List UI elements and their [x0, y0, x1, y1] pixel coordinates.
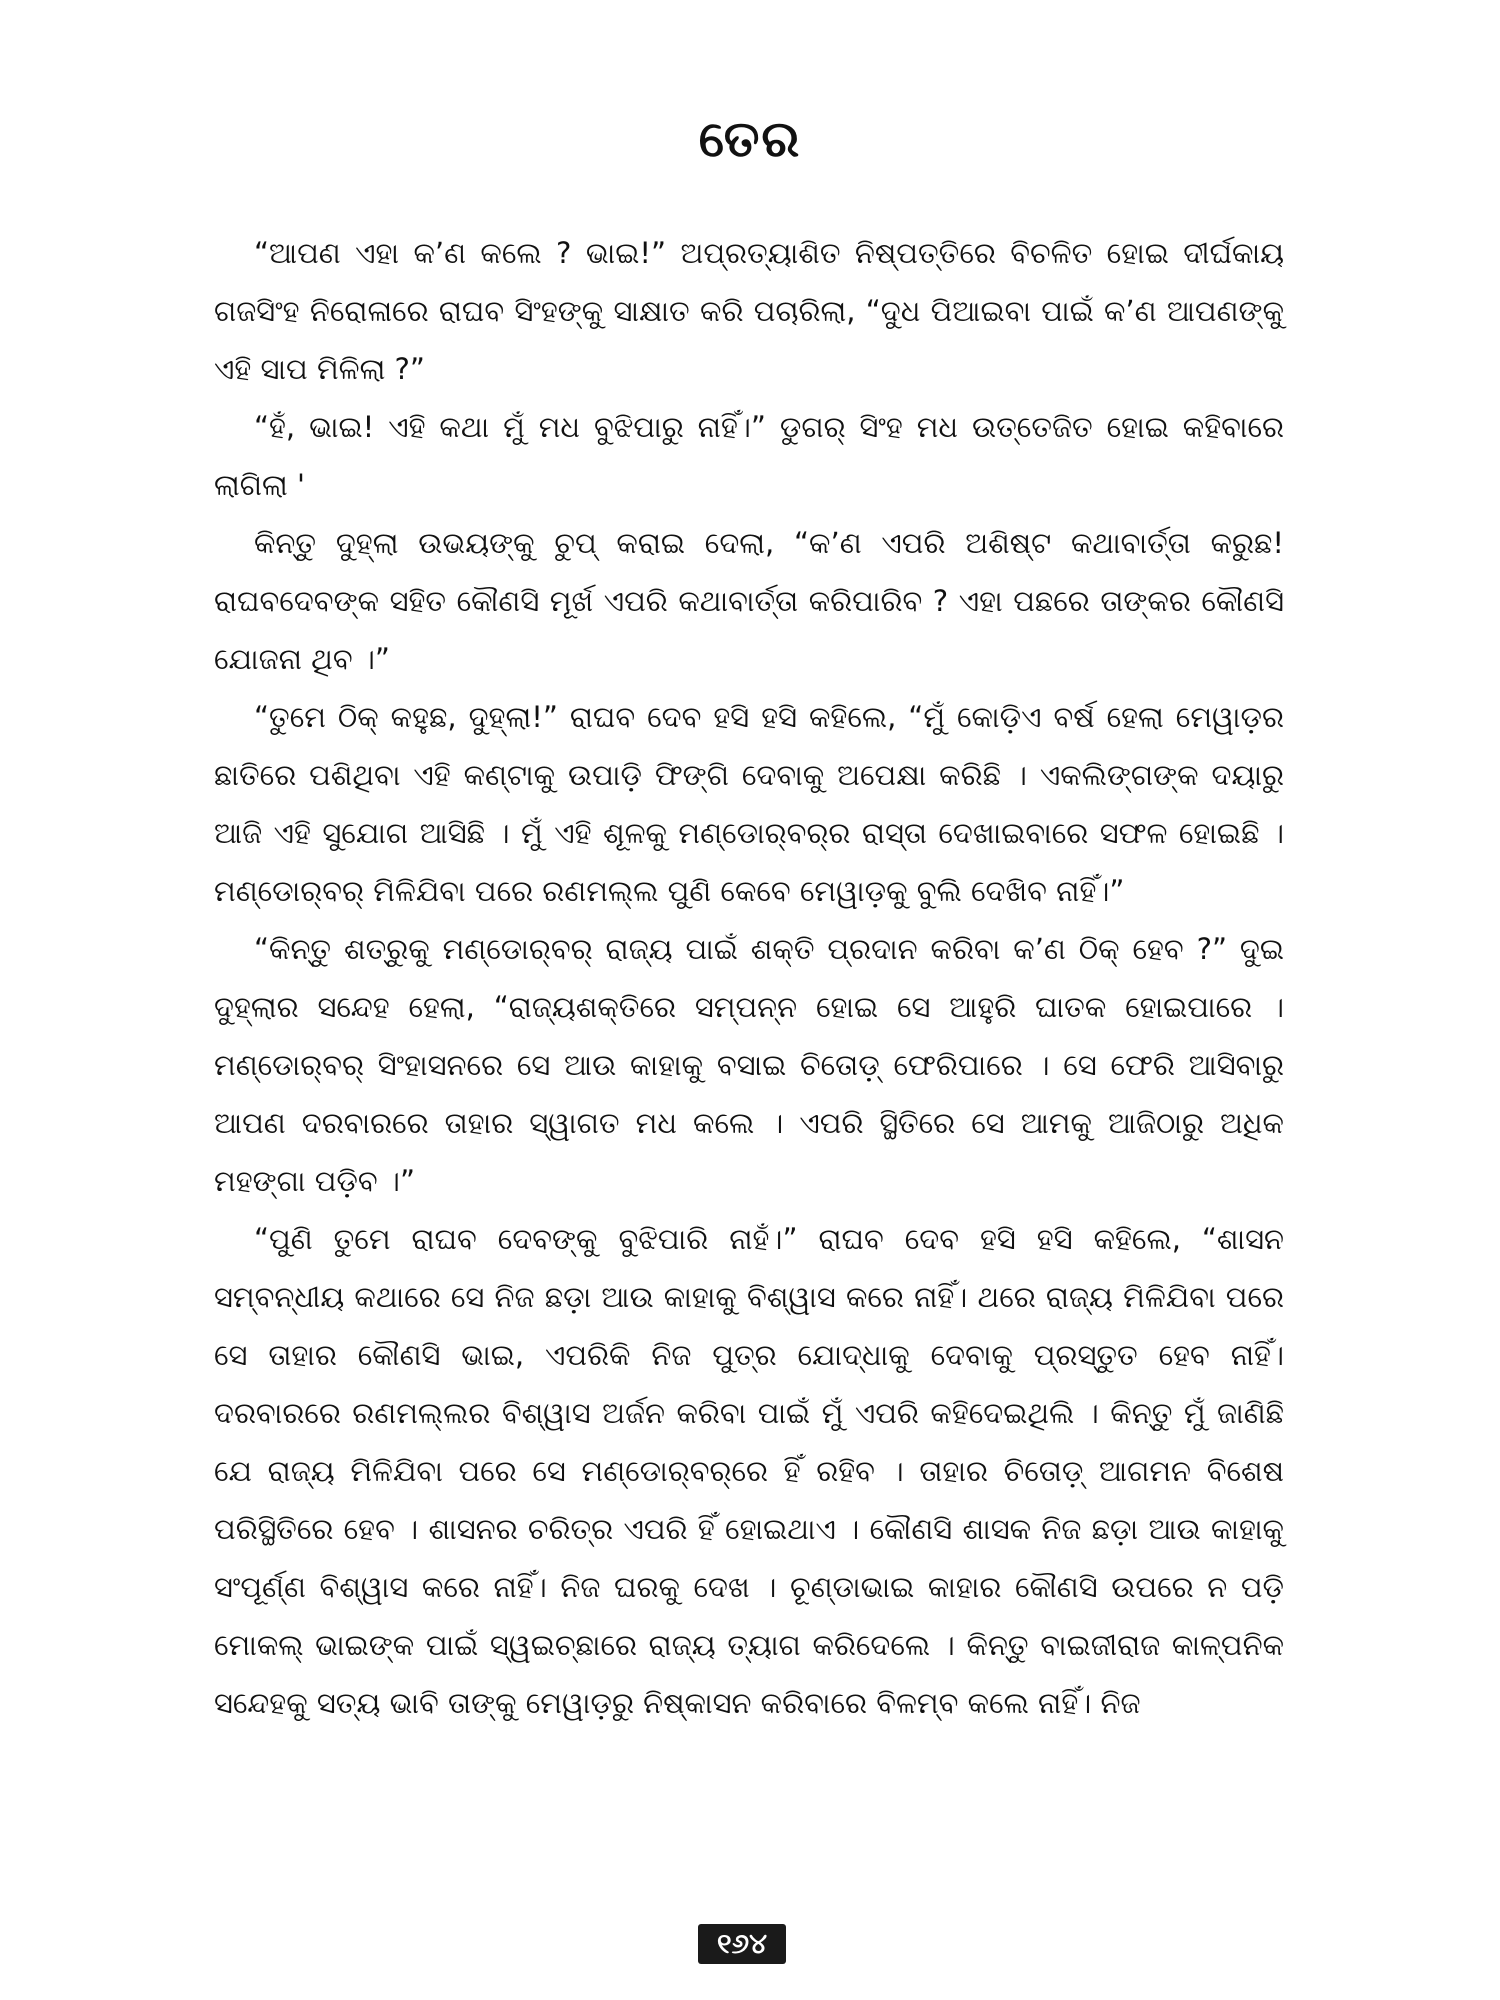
paragraph: “ପୁଣି ତୁମେ ରାଘବ ଦେବଙ୍କୁ ବୁଝିପାରି ନାହଁ।” ରାଘବ ଦେବ ହସି ହସି କହିଲେ, “ଶାସନ ସମ୍ବନ୍ଧୀୟ କଥାରେ ସେ ନିଜ ଛଡ଼ା ଆଉ କାହାକୁ ବିଶ୍ୱାସ କରେ ନାହିଁ। ଥରେ ରାଜ୍ୟ ମିଳିଯିବା ପରେ ସେ ତାହାର କୌଣସି ଭାଇ, ଏପରିକି ନିଜ ପୁତ୍ର ଯୋଦ୍ଧାକୁ ଦେବାକୁ ପ୍ରସ୍ତୁତ ହେବ ନାହିଁ। ଦରବାରରେ ରଣମଲ୍ଲର ବିଶ୍ୱାସ ଅର୍ଜନ କରିବା ପାଇଁ ମୁଁ ଏପରି କହିଦେଇଥିଲି । କିନ୍ତୁ ମୁଁ ଜାଣିଛି ଯେ ରାଜ୍ୟ ମିଳିଯିବା ପରେ ସେ ମଣ୍ଡୋର୍‌ବର୍‌ରେ ହିଁ ରହିବ । ତାହାର ଚିତୋଡ଼୍ ଆଗମନ ବିଶେଷ ପରିସ୍ଥିତିରେ ହେବ । ଶାସନର ଚରିତ୍ର ଏପରି ହିଁ ହୋଇଥାଏ । କୌଣସି ଶାସକ ନିଜ ଛଡ଼ା ଆଉ କାହାକୁ ସଂପୂର୍ଣ୍ଣ ବିଶ୍ୱାସ କରେ ନାହିଁ। ନିଜ ଘରକୁ ଦେଖ । ଚୂଣ୍ଡାଭାଇ କାହାର କୌଣସି ଉପରେ ନ ପଡ଼ି ମୋକଲ୍ ଭାଇଙ୍କ ପାଇଁ ସ୍ୱଇଚ୍ଛାରେ ରାଜ୍ୟ ତ୍ୟାଗ କରିଦେଲେ । କିନ୍ତୁ ବାଇଜୀରାଜ କାଳ୍ପନିକ ସନ୍ଦେହକୁ ସତ୍ୟ ଭାବି ତାଙ୍କୁ ମେୱାଡ଼ରୁ ନିଷ୍କାସନ କରିବାରେ ବିଳମ୍ବ କଲେ ନାହିଁ। ନିଜ	[214, 1222, 1284, 1720]
page-number: ୧୬୪	[698, 1924, 786, 1964]
paragraph: “ଆପଣ ଏହା କ’ଣ କଲେ ? ଭାଇ!” ଅପ୍ରତ୍ୟାଶିତ ନିଷ୍ପତ୍ତିରେ ବିଚଳିତ ହୋଇ ଦୀର୍ଘକାୟ ଗଜସିଂହ ନିରୋଳାରେ ରାଘବ ସିଂହଙ୍କୁ ସାକ୍ଷାତ କରି ପଚାରିଲା, “ଦୁଧ ପିଆଇବା ପାଇଁ କ’ଣ ଆପଣଙ୍କୁ ଏହି ସାପ ମିଳିଲା ?”	[214, 236, 1284, 386]
paragraph: “ତୁମେ ଠିକ୍ କହୁଛ, ଦୁହ୍ଲା!” ରାଘବ ଦେବ ହସି ହସି କହିଲେ, “ମୁଁ କୋଡ଼ିଏ ବର୍ଷ ହେଲା ମେୱାଡ଼ର ଛାତିରେ ପଶିଥିବା ଏହି କଣ୍ଟାକୁ ଉପାଡ଼ି ଫିଙ୍ଗି ଦେବାକୁ ଅପେକ୍ଷା କରିଛି । ଏକଲିଙ୍ଗଙ୍କ ଦୟାରୁ ଆଜି ଏହି ସୁଯୋଗ ଆସିଛି । ମୁଁ ଏହି ଶୂଳକୁ ମଣ୍ଡୋର୍‌ବର୍‌ର ରାସ୍ତା ଦେଖାଇବାରେ ସଫଳ ହୋଇଛି । ମଣ୍ଡୋର୍‌ବର୍ ମିଳିଯିବା ପରେ ରଣମଲ୍ଲ ପୁଣି କେବେ ମେୱାଡ଼କୁ ବୁଲି ଦେଖିବ ନାହିଁ।”	[214, 700, 1284, 908]
paragraph: କିନ୍ତୁ ଦୁହ୍ଲା ଉଭୟଙ୍କୁ ଚୁପ୍ କରାଇ ଦେଲା, “କ’ଣ ଏପରି ଅଶିଷ୍ଟ କଥାବାର୍ତ୍ତା କରୁଛ! ରାଘବଦେବଙ୍କ ସହିତ କୌଣସି ମୂର୍ଖ ଏପରି କଥାବାର୍ତ୍ତା କରିପାରିବ ? ଏହା ପଛରେ ତାଙ୍କର କୌଣସି ଯୋଜନା ଥିବ ।”	[214, 526, 1284, 676]
paragraph: “ହଁ, ଭାଇ! ଏହି କଥା ମୁଁ ମଧ ବୁଝିପାରୁ ନାହିଁ।” ଡୁଗର୍ ସିଂହ ମଧ ଉତ୍ତେଜିତ ହୋଇ କହିବାରେ ଲାଗିଲା '	[214, 410, 1284, 502]
chapter-title: ତେର	[698, 110, 802, 168]
body-text	[214, 224, 1284, 1732]
paragraph: “କିନ୍ତୁ ଶତ୍ରୁକୁ ମଣ୍ଡୋର୍‌ବର୍ ରାଜ୍ୟ ପାଇଁ ଶକ୍ତି ପ୍ରଦାନ କରିବା କ’ଣ ଠିକ୍ ହେବ ?” ଦୁଇ ଦୁହ୍ଲାର ସନ୍ଦେହ ହେଲା, “ରାଜ୍ୟଶକ୍ତିରେ ସମ୍ପନ୍ନ ହୋଇ ସେ ଆହୁରି ଘାତକ ହୋଇପାରେ । ମଣ୍ଡୋର୍‌ବର୍ ସିଂହାସନରେ ସେ ଆଉ କାହାକୁ ବସାଇ ଚିତୋଡ଼୍ ଫେରିପାରେ । ସେ ଫେରି ଆସିବାରୁ ଆପଣ ଦରବାରରେ ତାହାର ସ୍ୱାଗତ ମଧ କଲେ । ଏପରି ସ୍ଥିତିରେ ସେ ଆମକୁ ଆଜିଠାରୁ ଅଧିକ ମହଙ୍ଗା ପଡ଼ିବ ।”	[214, 932, 1284, 1198]
